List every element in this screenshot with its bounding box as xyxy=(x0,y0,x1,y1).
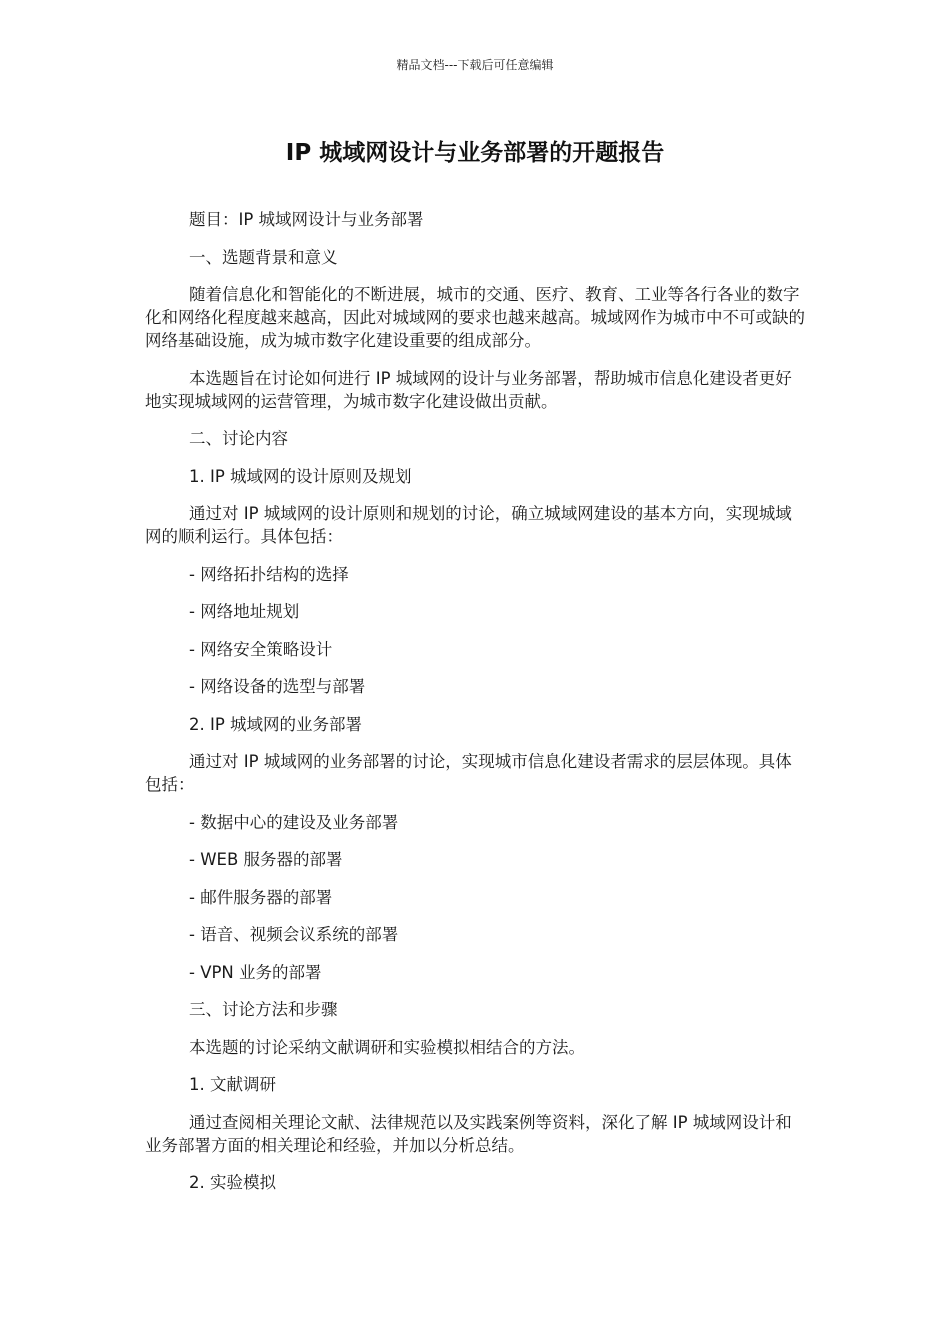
list-item: - 网络地址规划 xyxy=(189,602,300,621)
section-heading-method: 三、讨论方法和步骤 xyxy=(189,1000,338,1019)
document-title: IP 城域网设计与业务部署的开题报告 xyxy=(285,140,665,166)
list-item: - 数据中心的建设及业务部署 xyxy=(189,812,399,832)
list-item: - 网络设备的选型与部署 xyxy=(189,677,366,696)
paragraph-method: 本选题的讨论采纳文献调研和实验模拟相结合的方法。 xyxy=(189,1037,585,1057)
paragraph-deployment: 通过对 IP 城域网的业务部署的讨论，实现城市信息化建设者需求的层层体现。具体包括： xyxy=(145,752,792,794)
subsection-heading-deployment: 2. IP 城域网的业务部署 xyxy=(189,714,363,734)
list-item: - 邮件服务器的部署 xyxy=(189,887,333,907)
list-item: - 网络拓扑结构的选择 xyxy=(189,564,349,584)
list-item: - 语音、视频会议系统的部署 xyxy=(189,925,399,944)
list-item: - WEB 服务器的部署 xyxy=(189,850,343,869)
list-item: - VPN 业务的部署 xyxy=(189,962,322,982)
section-heading-background: 一、选题背景和意义 xyxy=(189,247,338,267)
paragraph-design: 通过对 IP 城域网的设计原则和规划的讨论，确立城域网建设的基本方向，实现城域网的顺利运行。具体包括： xyxy=(145,504,792,546)
document-body xyxy=(145,208,805,1209)
list-item: - 网络安全策略设计 xyxy=(189,639,333,659)
section-heading-content: 二、讨论内容 xyxy=(189,429,288,448)
paragraph-purpose: 本选题旨在讨论如何进行 IP 城域网的设计与业务部署，帮助城市信息化建设者更好地实现城域网的运营管理，为城市数字化建设做出贡献。 xyxy=(145,368,792,411)
subsection-heading-design: 1. IP 城域网的设计原则及规划 xyxy=(189,466,412,486)
subsection-heading-literature: 1. 文献调研 xyxy=(189,1075,276,1094)
paragraph-topic: 题目：IP 城域网设计与业务部署 xyxy=(189,210,424,229)
subsection-heading-experiment: 2. 实验模拟 xyxy=(189,1173,276,1192)
page-header: 精品文档---下载后可任意编辑 xyxy=(396,58,554,72)
paragraph-literature: 通过查阅相关理论文献、法律规范以及实践案例等资料，深化了解 IP 城域网设计和业务部署方面的相关理论和经验，并加以分析总结。 xyxy=(145,1112,792,1155)
paragraph-background: 随着信息化和智能化的不断进展，城市的交通、医疗、教育、工业等各行各业的数字化和网络化程度越来越高，因此对城域网的要求也越来越高。城域网作为城市中不可或缺的网络基础设施，成为城市数字化建设重要的组成部分。 xyxy=(145,285,805,350)
